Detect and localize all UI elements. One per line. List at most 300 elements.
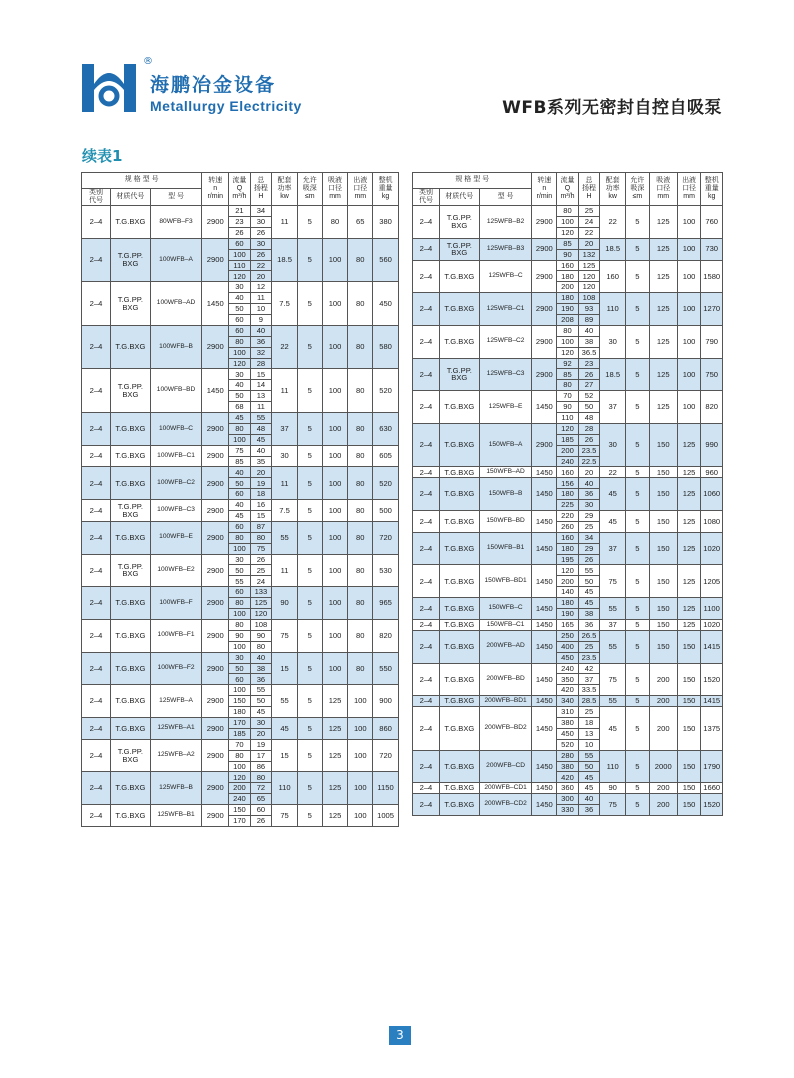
flow-cell: 240 xyxy=(557,456,579,467)
power-cell: 22 xyxy=(600,467,626,478)
weight-cell: 1415 xyxy=(701,696,723,707)
suction-depth-cell: 5 xyxy=(626,663,650,696)
head-cell: 38 xyxy=(250,663,271,674)
flow-cell: 120 xyxy=(557,347,579,358)
head-cell: 89 xyxy=(578,315,600,326)
outlet-cell: 100 xyxy=(677,325,701,358)
suction-depth-cell: 5 xyxy=(297,413,322,446)
speed-cell: 2900 xyxy=(202,739,229,772)
model-cell: 100WFB–A xyxy=(150,238,202,282)
table-row xyxy=(413,783,723,794)
header-power: 配套 功率 kw xyxy=(272,173,298,206)
table-row xyxy=(413,293,723,304)
pump-model-group xyxy=(82,206,399,239)
pump-model-group xyxy=(413,478,723,511)
outlet-cell: 80 xyxy=(348,554,373,587)
inlet-cell: 100 xyxy=(322,413,348,446)
material-cell: T.G.PP. BXG xyxy=(439,206,479,239)
weight-cell: 790 xyxy=(701,325,723,358)
pump-model-group xyxy=(82,369,399,413)
flow-cell: 350 xyxy=(557,674,579,685)
flow-cell: 225 xyxy=(557,500,579,511)
speed-cell: 1450 xyxy=(532,619,557,630)
table-row xyxy=(413,750,723,761)
header-weight: 整机 重量 kg xyxy=(373,173,399,206)
inlet-cell: 200 xyxy=(649,696,677,707)
model-cell: 125WFB–C1 xyxy=(479,293,532,326)
suction-depth-cell: 5 xyxy=(626,619,650,630)
class-code-cell: 2–4 xyxy=(413,478,440,511)
outlet-cell: 125 xyxy=(677,619,701,630)
material-cell: T.G.BXG xyxy=(439,619,479,630)
weight-cell: 1020 xyxy=(701,532,723,565)
power-cell: 37 xyxy=(600,619,626,630)
head-cell: 35 xyxy=(250,456,271,467)
flow-cell: 21 xyxy=(229,206,250,217)
inlet-cell: 125 xyxy=(322,717,348,739)
header-inlet: 吸液 口径 mm xyxy=(322,173,348,206)
pump-model-group xyxy=(82,467,399,500)
class-code-cell: 2–4 xyxy=(82,369,111,413)
material-cell: T.G.BXG xyxy=(111,206,151,239)
inlet-cell: 200 xyxy=(649,663,677,696)
table-row xyxy=(413,598,723,609)
flow-cell: 80 xyxy=(229,598,250,609)
speed-cell: 1450 xyxy=(532,598,557,620)
weight-cell: 520 xyxy=(373,467,399,500)
pump-model-group xyxy=(413,511,723,533)
flow-cell: 160 xyxy=(557,260,579,271)
head-cell: 45 xyxy=(578,587,600,598)
header-suction-depth: 允许 吸深 ≤m xyxy=(626,173,650,206)
table-row xyxy=(82,445,399,456)
model-cell: 150WFB–AD xyxy=(479,467,532,478)
suction-depth-cell: 5 xyxy=(626,565,650,598)
speed-cell: 2900 xyxy=(202,619,229,652)
suction-depth-cell: 5 xyxy=(297,325,322,369)
speed-cell: 2900 xyxy=(532,206,557,239)
head-cell: 40 xyxy=(578,325,600,336)
material-cell: T.G.PP. BXG xyxy=(111,369,151,413)
flow-cell: 70 xyxy=(557,391,579,402)
outlet-cell: 150 xyxy=(677,750,701,783)
material-cell: T.G.PP. BXG xyxy=(111,282,151,326)
head-cell: 30 xyxy=(578,500,600,511)
outlet-cell: 125 xyxy=(677,467,701,478)
flow-cell: 30 xyxy=(229,652,250,663)
header-suction-depth: 允许 吸深 ≤m xyxy=(297,173,322,206)
head-cell: 32 xyxy=(250,347,271,358)
table-row xyxy=(82,467,399,478)
table-row xyxy=(82,652,399,663)
table-row xyxy=(82,521,399,532)
inlet-cell: 100 xyxy=(322,445,348,467)
flow-cell: 50 xyxy=(229,478,250,489)
flow-cell: 100 xyxy=(229,761,250,772)
head-cell: 33.5 xyxy=(578,685,600,696)
material-cell: T.G.BXG xyxy=(439,325,479,358)
head-cell: 48 xyxy=(250,423,271,434)
table-row xyxy=(82,805,399,816)
suction-depth-cell: 5 xyxy=(297,772,322,805)
power-cell: 75 xyxy=(272,805,298,827)
speed-cell: 1450 xyxy=(532,783,557,794)
head-cell: 55 xyxy=(250,685,271,696)
model-cell: 125WFB–B xyxy=(150,772,202,805)
flow-cell: 120 xyxy=(557,565,579,576)
material-cell: T.G.BXG xyxy=(111,717,151,739)
table-row xyxy=(413,663,723,674)
outlet-cell: 125 xyxy=(677,478,701,511)
inlet-cell: 200 xyxy=(649,783,677,794)
model-cell: 100WFB–C2 xyxy=(150,467,202,500)
pump-model-group xyxy=(82,619,399,652)
head-cell: 25 xyxy=(578,707,600,718)
flow-cell: 150 xyxy=(229,805,250,816)
head-cell: 50 xyxy=(578,761,600,772)
head-cell: 23.5 xyxy=(578,445,600,456)
material-cell: T.G.BXG xyxy=(111,652,151,685)
suction-depth-cell: 5 xyxy=(626,794,650,816)
suction-depth-cell: 5 xyxy=(297,521,322,554)
inlet-cell: 150 xyxy=(649,478,677,511)
flow-cell: 360 xyxy=(557,783,579,794)
model-cell: 125WFB–B1 xyxy=(150,805,202,827)
model-cell: 200WFB–AD xyxy=(479,630,532,663)
flow-cell: 60 xyxy=(229,674,250,685)
head-cell: 11 xyxy=(250,402,271,413)
outlet-cell: 125 xyxy=(677,598,701,620)
weight-cell: 1020 xyxy=(701,619,723,630)
weight-cell: 1270 xyxy=(701,293,723,326)
flow-cell: 60 xyxy=(229,238,250,249)
suction-depth-cell: 5 xyxy=(297,369,322,413)
speed-cell: 1450 xyxy=(532,467,557,478)
inlet-cell: 100 xyxy=(322,619,348,652)
head-cell: 26 xyxy=(578,369,600,380)
flow-cell: 100 xyxy=(229,249,250,260)
weight-cell: 820 xyxy=(373,619,399,652)
power-cell: 55 xyxy=(600,598,626,620)
head-cell: 40 xyxy=(578,794,600,805)
outlet-cell: 80 xyxy=(348,587,373,620)
speed-cell: 1450 xyxy=(532,630,557,663)
flow-cell: 180 xyxy=(557,598,579,609)
weight-cell: 1580 xyxy=(701,260,723,293)
head-cell: 50 xyxy=(578,402,600,413)
class-code-cell: 2–4 xyxy=(82,238,111,282)
inlet-cell: 100 xyxy=(322,369,348,413)
outlet-cell: 100 xyxy=(348,739,373,772)
flow-cell: 200 xyxy=(557,282,579,293)
pump-model-group xyxy=(413,696,723,707)
weight-cell: 380 xyxy=(373,206,399,239)
head-cell: 80 xyxy=(250,772,271,783)
pump-model-group xyxy=(413,325,723,358)
head-cell: 36 xyxy=(250,674,271,685)
flow-cell: 250 xyxy=(557,630,579,641)
flow-cell: 200 xyxy=(557,576,579,587)
head-cell: 28.5 xyxy=(578,696,600,707)
suction-depth-cell: 5 xyxy=(297,587,322,620)
outlet-cell: 80 xyxy=(348,521,373,554)
model-cell: 125WFB–C2 xyxy=(479,325,532,358)
table-row xyxy=(82,282,399,293)
head-cell: 80 xyxy=(250,641,271,652)
table-row xyxy=(413,423,723,434)
flow-cell: 92 xyxy=(557,358,579,369)
weight-cell: 500 xyxy=(373,500,399,522)
power-cell: 160 xyxy=(600,260,626,293)
material-cell: T.G.BXG xyxy=(111,587,151,620)
flow-cell: 45 xyxy=(229,413,250,424)
power-cell: 11 xyxy=(272,554,298,587)
flow-cell: 185 xyxy=(557,434,579,445)
head-cell: 36 xyxy=(578,805,600,816)
inlet-cell: 100 xyxy=(322,282,348,326)
power-cell: 7.5 xyxy=(272,500,298,522)
power-cell: 45 xyxy=(600,511,626,533)
weight-cell: 1150 xyxy=(373,772,399,805)
pump-model-group xyxy=(82,717,399,739)
head-cell: 19 xyxy=(250,739,271,750)
material-cell: T.G.BXG xyxy=(111,619,151,652)
head-cell: 125 xyxy=(250,598,271,609)
material-cell: T.G.BXG xyxy=(439,696,479,707)
suction-depth-cell: 5 xyxy=(626,630,650,663)
weight-cell: 860 xyxy=(373,717,399,739)
pump-model-group xyxy=(82,413,399,446)
suction-depth-cell: 5 xyxy=(297,500,322,522)
flow-cell: 450 xyxy=(557,728,579,739)
flow-cell: 100 xyxy=(229,543,250,554)
table-row xyxy=(413,696,723,707)
inlet-cell: 125 xyxy=(649,260,677,293)
flow-cell: 100 xyxy=(229,641,250,652)
power-cell: 22 xyxy=(600,206,626,239)
head-cell: 22 xyxy=(250,260,271,271)
head-cell: 20 xyxy=(250,728,271,739)
head-cell: 26 xyxy=(250,554,271,565)
head-cell: 133 xyxy=(250,587,271,598)
class-code-cell: 2–4 xyxy=(413,794,440,816)
flow-cell: 180 xyxy=(557,543,579,554)
outlet-cell: 80 xyxy=(348,325,373,369)
power-cell: 30 xyxy=(272,445,298,467)
suction-depth-cell: 5 xyxy=(297,652,322,685)
weight-cell: 530 xyxy=(373,554,399,587)
flow-cell: 400 xyxy=(557,641,579,652)
flow-cell: 165 xyxy=(557,619,579,630)
head-cell: 45 xyxy=(578,772,600,783)
flow-cell: 380 xyxy=(557,717,579,728)
inlet-cell: 150 xyxy=(649,532,677,565)
inlet-cell: 100 xyxy=(322,554,348,587)
head-cell: 36 xyxy=(250,336,271,347)
head-cell: 37 xyxy=(578,674,600,685)
flow-cell: 80 xyxy=(229,423,250,434)
pump-model-group xyxy=(413,238,723,260)
pump-model-group xyxy=(413,565,723,598)
inlet-cell: 125 xyxy=(649,325,677,358)
flow-cell: 300 xyxy=(557,794,579,805)
head-cell: 30 xyxy=(250,216,271,227)
flow-cell: 200 xyxy=(229,783,250,794)
flow-cell: 190 xyxy=(557,609,579,620)
speed-cell: 1450 xyxy=(532,532,557,565)
weight-cell: 580 xyxy=(373,325,399,369)
weight-cell: 730 xyxy=(701,238,723,260)
header-material-code: 材质代号 xyxy=(111,189,151,206)
model-cell: 100WFB–B xyxy=(150,325,202,369)
flow-cell: 160 xyxy=(557,467,579,478)
model-cell: 150WFB–A xyxy=(479,423,532,467)
table-row xyxy=(413,206,723,217)
model-cell: 200WFB–CD xyxy=(479,750,532,783)
outlet-cell: 100 xyxy=(348,685,373,718)
inlet-cell: 125 xyxy=(322,805,348,827)
head-cell: 40 xyxy=(250,325,271,336)
outlet-cell: 80 xyxy=(348,445,373,467)
class-code-cell: 2–4 xyxy=(413,358,440,391)
outlet-cell: 80 xyxy=(348,413,373,446)
outlet-cell: 100 xyxy=(677,206,701,239)
suction-depth-cell: 5 xyxy=(297,282,322,326)
head-cell: 87 xyxy=(250,521,271,532)
outlet-cell: 100 xyxy=(677,238,701,260)
flow-cell: 120 xyxy=(229,358,250,369)
flow-cell: 100 xyxy=(229,685,250,696)
material-cell: T.G.BXG xyxy=(439,794,479,816)
pump-model-group xyxy=(82,325,399,369)
flow-cell: 30 xyxy=(229,369,250,380)
power-cell: 30 xyxy=(600,423,626,467)
material-cell: T.G.BXG xyxy=(439,707,479,751)
power-cell: 110 xyxy=(272,772,298,805)
suction-depth-cell: 5 xyxy=(626,511,650,533)
material-cell: T.G.BXG xyxy=(439,391,479,424)
speed-cell: 1450 xyxy=(532,565,557,598)
flow-cell: 110 xyxy=(229,260,250,271)
head-cell: 45 xyxy=(578,598,600,609)
weight-cell: 450 xyxy=(373,282,399,326)
header-power: 配套 功率 kw xyxy=(600,173,626,206)
table-row xyxy=(413,260,723,271)
document-title: WFB系列无密封自控自吸泵 xyxy=(502,98,722,118)
flow-cell: 100 xyxy=(229,434,250,445)
pump-model-group xyxy=(413,467,723,478)
material-cell: T.G.BXG xyxy=(111,325,151,369)
head-cell: 16 xyxy=(250,500,271,511)
flow-cell: 140 xyxy=(557,587,579,598)
flow-cell: 150 xyxy=(229,696,250,707)
spec-table-left xyxy=(81,172,399,827)
flow-cell: 80 xyxy=(229,619,250,630)
flow-cell: 50 xyxy=(229,663,250,674)
speed-cell: 2900 xyxy=(202,587,229,620)
speed-cell: 2900 xyxy=(202,325,229,369)
speed-cell: 2900 xyxy=(532,260,557,293)
pump-model-group xyxy=(413,750,723,783)
material-cell: T.G.BXG xyxy=(439,663,479,696)
flow-cell: 68 xyxy=(229,402,250,413)
material-cell: T.G.BXG xyxy=(439,260,479,293)
model-cell: 125WFB–A2 xyxy=(150,739,202,772)
power-cell: 37 xyxy=(600,391,626,424)
page-header xyxy=(0,0,794,130)
class-code-cell: 2–4 xyxy=(413,467,440,478)
header-flow: 流量 Q m³/h xyxy=(229,173,250,206)
power-cell: 55 xyxy=(600,696,626,707)
flow-cell: 240 xyxy=(557,663,579,674)
head-cell: 72 xyxy=(250,783,271,794)
weight-cell: 630 xyxy=(373,413,399,446)
class-code-cell: 2–4 xyxy=(82,619,111,652)
head-cell: 13 xyxy=(250,391,271,402)
model-cell: 200WFB–CD2 xyxy=(479,794,532,816)
head-cell: 26.5 xyxy=(578,630,600,641)
model-cell: 100WFB–F1 xyxy=(150,619,202,652)
head-cell: 55 xyxy=(250,413,271,424)
inlet-cell: 150 xyxy=(649,423,677,467)
model-cell: 200WFB–BD2 xyxy=(479,707,532,751)
pump-model-group xyxy=(82,772,399,805)
outlet-cell: 80 xyxy=(348,652,373,685)
weight-cell: 750 xyxy=(701,358,723,391)
inlet-cell: 100 xyxy=(322,652,348,685)
speed-cell: 2900 xyxy=(202,805,229,827)
inlet-cell: 100 xyxy=(322,238,348,282)
flow-cell: 190 xyxy=(557,304,579,315)
material-cell: T.G.PP. BXG xyxy=(111,554,151,587)
flow-cell: 110 xyxy=(557,413,579,424)
weight-cell: 720 xyxy=(373,521,399,554)
head-cell: 120 xyxy=(578,271,600,282)
weight-cell: 990 xyxy=(701,423,723,467)
class-code-cell: 2–4 xyxy=(82,500,111,522)
flow-cell: 30 xyxy=(229,282,250,293)
flow-cell: 100 xyxy=(229,609,250,620)
power-cell: 15 xyxy=(272,739,298,772)
head-cell: 17 xyxy=(250,750,271,761)
model-cell: 125WFB–C xyxy=(479,260,532,293)
head-cell: 11 xyxy=(250,293,271,304)
head-cell: 30 xyxy=(250,238,271,249)
power-cell: 18.5 xyxy=(600,238,626,260)
suction-depth-cell: 5 xyxy=(626,532,650,565)
table-row xyxy=(82,717,399,728)
suction-depth-cell: 5 xyxy=(626,358,650,391)
pump-model-group xyxy=(413,532,723,565)
material-cell: T.G.BXG xyxy=(439,478,479,511)
model-cell: 150WFB–C xyxy=(479,598,532,620)
model-cell: 100WFB–AD xyxy=(150,282,202,326)
table-row xyxy=(413,707,723,718)
table-row xyxy=(82,772,399,783)
table-row xyxy=(413,467,723,478)
class-code-cell: 2–4 xyxy=(413,750,440,783)
outlet-cell: 150 xyxy=(677,630,701,663)
power-cell: 75 xyxy=(600,565,626,598)
outlet-cell: 150 xyxy=(677,663,701,696)
suction-depth-cell: 5 xyxy=(297,619,322,652)
power-cell: 45 xyxy=(272,717,298,739)
power-cell: 11 xyxy=(272,467,298,500)
material-cell: T.G.BXG xyxy=(111,521,151,554)
material-cell: T.G.PP. BXG xyxy=(111,739,151,772)
class-code-cell: 2–4 xyxy=(82,587,111,620)
pump-model-group xyxy=(82,238,399,282)
